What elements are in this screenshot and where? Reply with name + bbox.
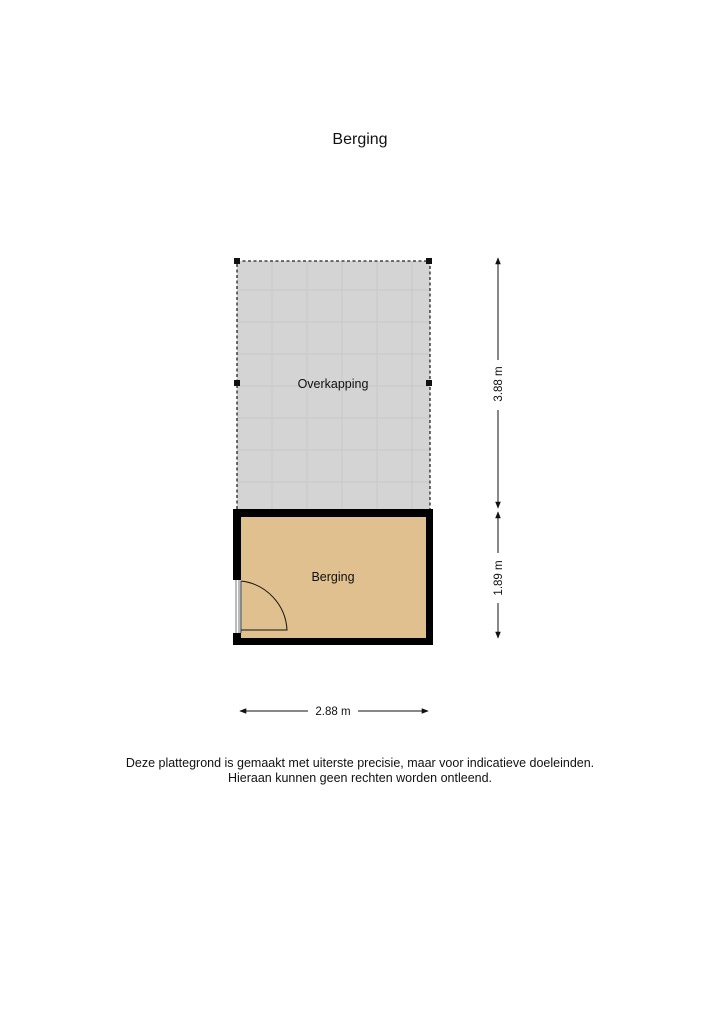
room-label-overkapping: Overkapping bbox=[297, 377, 369, 391]
post-mid-right bbox=[426, 380, 432, 386]
overkapping-area bbox=[234, 258, 432, 511]
dimension-width bbox=[240, 706, 428, 718]
berging-room bbox=[232, 509, 433, 645]
page-title: Berging bbox=[332, 131, 388, 148]
disclaimer-line-1: Deze plattegrond is gemaakt met uiterste precisie, maar voor indicatieve doeleinden. bbox=[125, 756, 595, 770]
dimension-height-top bbox=[493, 258, 505, 508]
disclaimer bbox=[0, 756, 720, 786]
dimension-label-height-bottom: 1.89 m bbox=[493, 560, 505, 596]
dimension-label-width: 2.88 m bbox=[315, 706, 351, 718]
post-top-right bbox=[426, 258, 432, 264]
post-top-left bbox=[234, 258, 240, 264]
dimension-label-height-top: 3.88 m bbox=[493, 366, 505, 402]
room-label-berging: Berging bbox=[311, 570, 355, 584]
disclaimer-line-2: Hieraan kunnen geen rechten worden ontleend. bbox=[227, 771, 493, 785]
post-mid-left bbox=[234, 380, 240, 386]
dimension-height-bottom bbox=[493, 512, 505, 638]
